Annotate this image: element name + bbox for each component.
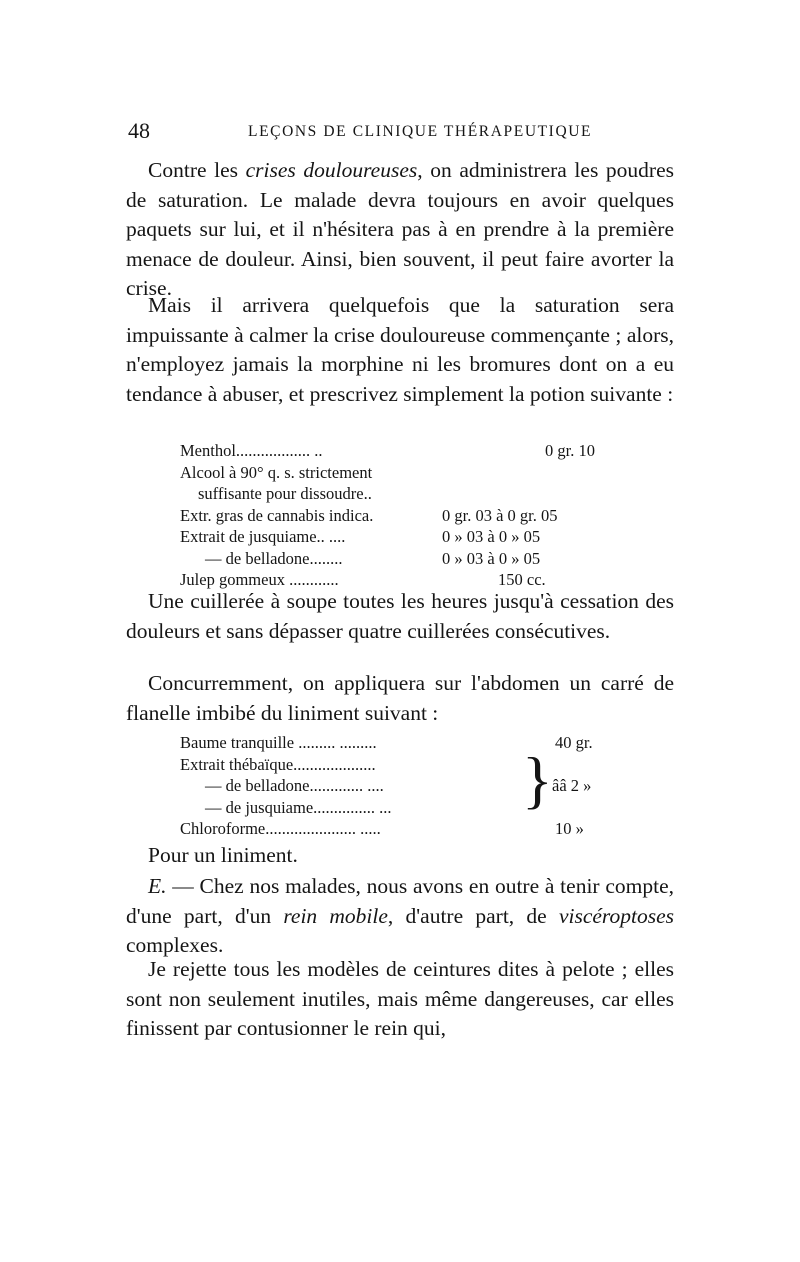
rx-row: — de jusquiame............... ... [205, 797, 392, 817]
emphasis-crises-douloureuses: crises douloureuses [245, 158, 418, 182]
prescription-potion [180, 440, 630, 591]
paragraph-crises: Contre les crises douloureuses, on administrera les poudres de saturation. Le malade devra toujours en avoir quelques paquets sur lui, et il n'hésitera pas à en prendre à la première menace de douleur. Ainsi, bien souvent, il peut faire avorter la crise. [126, 158, 674, 300]
prescription-liniment [180, 732, 630, 840]
brace-icon: } [522, 744, 553, 815]
paragraph-rein-mobile: E. — Chez nos malades, nous avons en outre à tenir compte, d'une part, d'un rein mobile, d'autre part, de viscéroptoses complexes. [126, 874, 674, 957]
rx-row: Extrait thébaïque.................... [180, 754, 376, 774]
running-title: LEÇONS DE CLINIQUE THÉRAPEUTIQUE [248, 123, 593, 140]
rx-row: Extrait de jusquiame.. .... 0 » 03 à 0 » 05 [180, 527, 541, 546]
rx-row: Extr. gras de cannabis indica. 0 gr. 03 à 0 gr. 05 [180, 505, 558, 525]
running-header [128, 118, 673, 146]
paragraph-posology: Une cuillerée à soupe toutes les heures jusqu'à cessation des douleurs et sans dépasser quatre cuillerées consécutives. [126, 589, 674, 643]
rx-row: Menthol.................. .. 0 gr. 10 [180, 441, 595, 460]
paragraph-saturation: Mais il arrivera quelquefois que la saturation sera impuissante à calmer la crise douloureuse commençante ; alors, n'employez jamais la morphine ni les bromures dont on a eu tendance à abuser, et prescrivez simplement la potion suivante : [126, 293, 674, 406]
section-letter: E. [148, 874, 167, 898]
rx-row: Alcool à 90° q. s. strictement [180, 462, 373, 482]
paragraph-pour-liniment: Pour un liniment. [148, 843, 298, 867]
paragraph-ceintures: Je rejette tous les modèles de ceintures dites à pelote ; elles sont non seulement inutiles, mais même dangereuses, car elles finissent par contusionner le rein qui, [126, 957, 674, 1040]
grouped-dose: ââ 2 » [552, 776, 592, 795]
paragraph-concurremment: Concurremment, on appliquera sur l'abdomen un carré de flanelle imbibé du liniment suivant : [126, 671, 674, 725]
emphasis-rein-mobile: rein mobile [283, 903, 388, 928]
emphasis-visceroptoses: viscéroptoses [558, 903, 674, 928]
rx-row: Baume tranquille ......... ......... 40 gr. [180, 733, 593, 752]
rx-row: Chloroforme...................... ..... 10 » [180, 819, 584, 838]
rx-row: — de belladone........ 0 » 03 à 0 » 05 [205, 548, 541, 568]
rx-row: Julep gommeux ............ 150 cc. [180, 570, 546, 589]
page-number: 48 [128, 118, 150, 143]
rx-row: suffisante pour dissoudre.. [198, 484, 372, 503]
rx-row: — de belladone............. .... [205, 776, 384, 795]
